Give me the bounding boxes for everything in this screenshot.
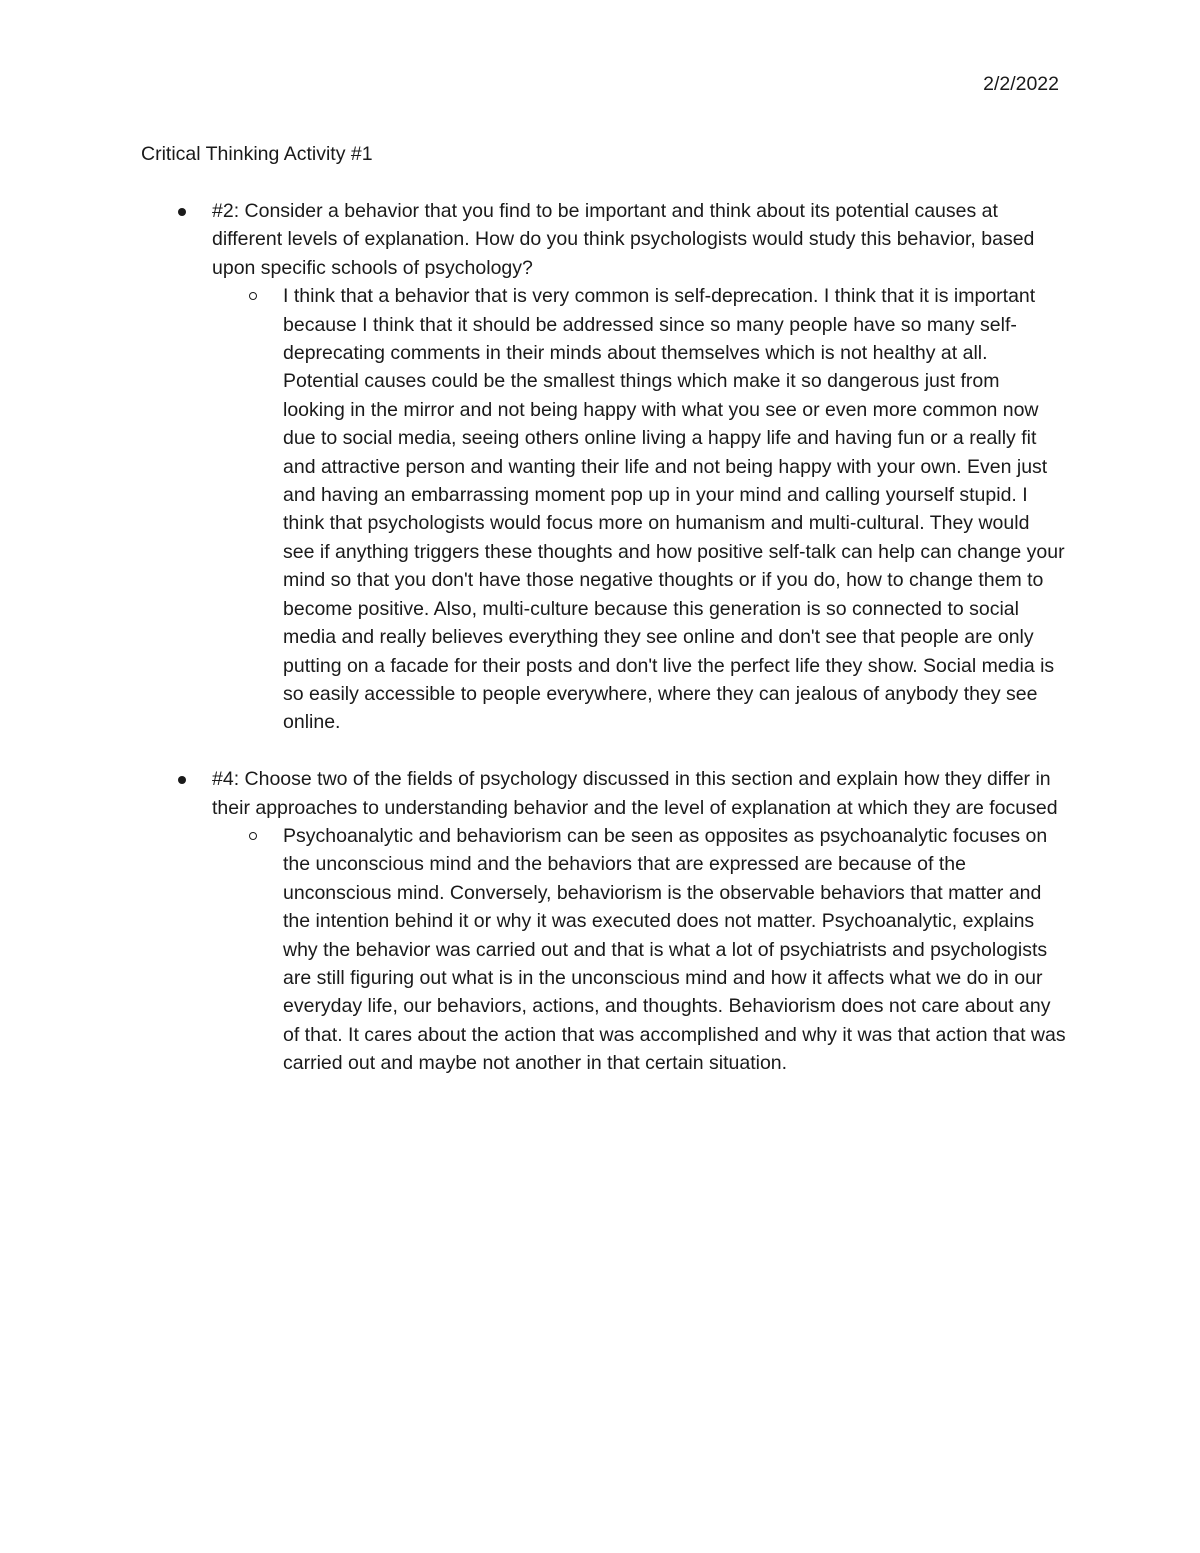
question-item: [141, 765, 1066, 1077]
bullet-icon: [178, 208, 186, 216]
answer-item: [212, 282, 1066, 737]
answer-list: [212, 822, 1066, 1078]
answer-list: [212, 282, 1066, 737]
hollow-bullet-icon: [249, 832, 257, 840]
question-list: [141, 197, 1066, 1106]
answer-text: I think that a behavior that is very common is self-deprecation. I think that it is important because I think that it should be addressed since so many people have so many self-deprecating comments in their minds about themselves which is not healthy at all. Potential causes could be the smallest things which make it so dangerous just from looking in the mirror and not being happy with what you see or even more common now due to social media, seeing others online living a happy life and having fun or a really fit and attractive person and wanting their life and not being happy with your own. Even just and having an embarrassing moment pop up in your mind and calling yourself stupid. I think that psychologists would focus more on humanism and multi-cultural. They would see if anything triggers these thoughts and how positive self-talk can help can change your mind so that you don't have those negative thoughts or if you do, how to change them to become positive. Also, multi-culture because this generation is so connected to social media and really believes everything they see online and don't see that people are only putting on a facade for their posts and don't live the perfect life they show. Social media is so easily accessible to people everywhere, where they can jealous of anybody they see online.: [283, 285, 1065, 734]
bullet-icon: [178, 776, 186, 784]
question-item: [141, 197, 1066, 737]
document-date: 2/2/2022: [983, 73, 1059, 95]
hollow-bullet-icon: [249, 292, 257, 300]
answer-item: [212, 822, 1066, 1078]
answer-text: Psychoanalytic and behaviorism can be seen as opposites as psychoanalytic focuses on the unconscious mind and the behaviors that are expressed are because of the unconscious mind. Conversely, behaviorism is the observable behaviors that matter and the intention behind it or why it was executed does not matter. Psychoanalytic, explains why the behavior was carried out and that is what a lot of psychiatrists and psychologists are still figuring out what is in the unconscious mind and how it affects what we do in our everyday life, our behaviors, actions, and thoughts. Behaviorism does not care about any of that. It cares about the action that was accomplished and why it was that action that was carried out and maybe not another in that certain situation.: [283, 824, 1066, 1075]
question-prompt: #2: Consider a behavior that you find to be important and think about its potential causes at different levels of explanation. How do you think psychologists would study this behavior, based upon specific schools of psychology?: [212, 200, 1035, 279]
question-prompt: #4: Choose two of the fields of psychology discussed in this section and explain how they differ in their approaches to understanding behavior and the level of explanation at which they are focused: [212, 768, 1058, 819]
document-title: Critical Thinking Activity #1: [141, 143, 373, 165]
